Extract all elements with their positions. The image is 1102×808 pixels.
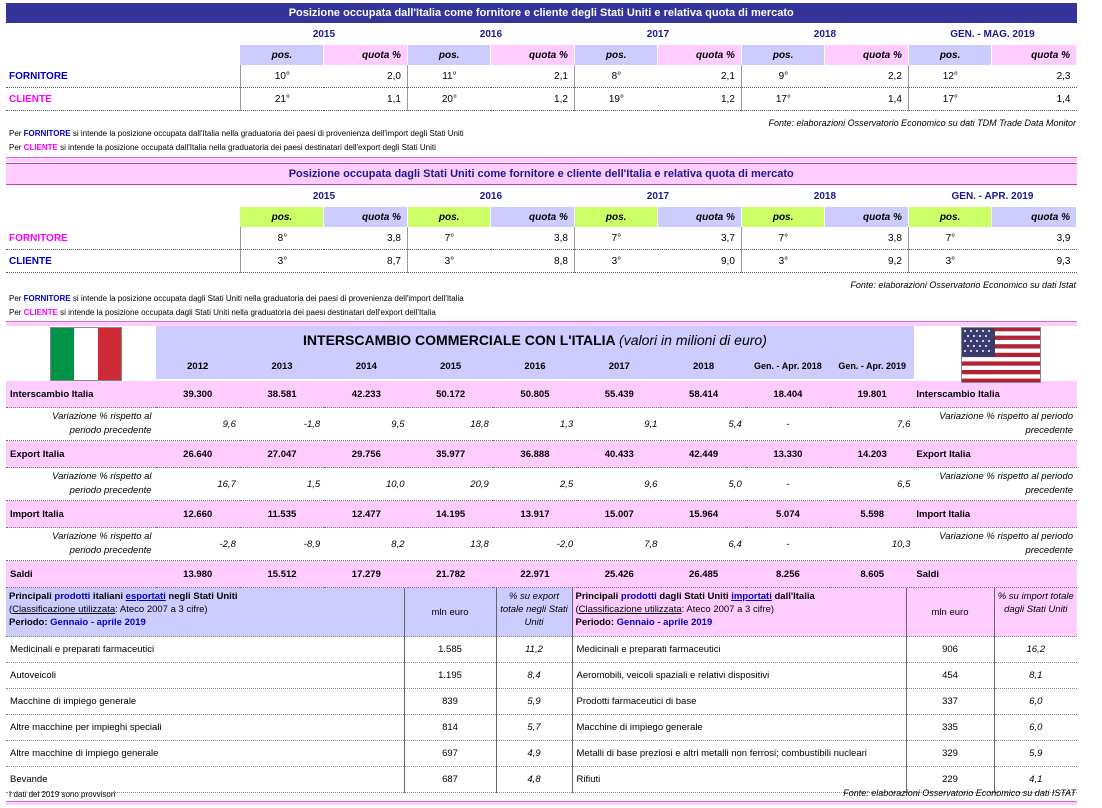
- cell: 2,1: [491, 65, 575, 88]
- variation-label: Variazione % rispetto al periodo precedente: [6, 528, 156, 561]
- table-row: [6, 65, 1077, 88]
- cell: 21.782: [408, 561, 492, 588]
- table-row: [6, 741, 1077, 767]
- cell: -1,8: [240, 408, 324, 441]
- cell: 3,8: [491, 227, 575, 250]
- cell: 7,6: [830, 408, 914, 441]
- quota-header: quota %: [658, 207, 742, 227]
- pos-header: pos.: [908, 45, 991, 65]
- cell: 7°: [741, 227, 824, 250]
- cell: 14.203: [830, 441, 914, 468]
- cell: 5,4: [661, 408, 745, 441]
- col-header: Gen. - Apr. 2019: [830, 353, 914, 380]
- cell: 687: [404, 767, 496, 793]
- row-label-right: Saldi: [914, 561, 1077, 588]
- cell: -: [746, 528, 830, 561]
- cell: 15.512: [240, 561, 324, 588]
- table-row: [6, 689, 1077, 715]
- cell: 1,3: [493, 408, 577, 441]
- table-row: [6, 637, 1077, 663]
- cell: 3°: [908, 250, 991, 273]
- quota-header: quota %: [825, 207, 909, 227]
- product-name: Medicinali e preparati farmaceutici: [6, 637, 404, 663]
- cell: 5,9: [994, 741, 1077, 767]
- col-header: 2015: [408, 353, 492, 380]
- cell: 8,2: [324, 528, 408, 561]
- cell: 38.581: [240, 380, 324, 408]
- variation-label-right: Variazione % rispetto al periodo precedente: [914, 528, 1077, 561]
- cell: 35.977: [408, 441, 492, 468]
- cell: 50.172: [408, 380, 492, 408]
- table1-note-cliente: Per CLIENTE si intende la posizione occupata dall'Italia nella graduatoria dei paesi destinatari dell'export degli Stati Uniti: [9, 143, 436, 152]
- row-label-cliente: CLIENTE: [6, 250, 240, 273]
- table2-note-cliente: Per CLIENTE si intende la posizione occupata dagli Stati Uniti nella graduatoria dei paesi destinatari dell'export dell'Italia: [9, 308, 436, 317]
- table-row: [6, 561, 1077, 588]
- cell: 36.888: [493, 441, 577, 468]
- cell: 19°: [574, 88, 657, 111]
- cell: 839: [404, 689, 496, 715]
- cell: 42.233: [324, 380, 408, 408]
- cell: 3,8: [324, 227, 408, 250]
- col-header: 2014: [324, 353, 408, 380]
- quota-header: quota %: [992, 45, 1077, 65]
- cell: 7,8: [577, 528, 661, 561]
- cell: 15.964: [661, 501, 745, 528]
- cell: 9,2: [825, 250, 909, 273]
- cell: 12°: [908, 65, 991, 88]
- product-name: Altre macchine per impieghi speciali: [6, 715, 404, 741]
- quota-header: quota %: [324, 45, 408, 65]
- cell: 5.598: [830, 501, 914, 528]
- cell: 26.485: [661, 561, 745, 588]
- usa-flag-icon: [961, 327, 1041, 383]
- cell: 26.640: [156, 441, 240, 468]
- cell: 20,9: [408, 468, 492, 501]
- interscambio-table: [6, 326, 1077, 588]
- cell: 13.330: [746, 441, 830, 468]
- cell: 1,2: [491, 88, 575, 111]
- cell: -8,9: [240, 528, 324, 561]
- interscambio-title: INTERSCAMBIO COMMERCIALE CON L'ITALIA (valori in milioni di euro): [156, 326, 915, 353]
- table1-year: 2015: [312, 28, 336, 40]
- cell: 9,6: [577, 468, 661, 501]
- cell: 11.535: [240, 501, 324, 528]
- cell: 55.439: [577, 380, 661, 408]
- cell: 50.805: [493, 380, 577, 408]
- cell: 40.433: [577, 441, 661, 468]
- cell: 3,7: [658, 227, 742, 250]
- col-mln-euro: mln euro: [404, 588, 496, 637]
- col-pct-export: % su export totale negli Stati Uniti: [496, 588, 572, 637]
- cell: 5,0: [661, 468, 745, 501]
- table1-year: GEN. - MAG. 2019: [950, 28, 1035, 40]
- cell: 21°: [240, 88, 323, 111]
- pos-header: pos.: [240, 207, 323, 227]
- products-source: Fonte: elaborazioni Osservatorio Economico su dati ISTAT: [843, 788, 1076, 798]
- cell: 337: [906, 689, 994, 715]
- row-label-cliente: CLIENTE: [6, 88, 240, 111]
- cell: 6,0: [994, 689, 1077, 715]
- cell: 8,7: [324, 250, 408, 273]
- quota-header: quota %: [658, 45, 742, 65]
- cell: 16,7: [156, 468, 240, 501]
- cell: -: [746, 468, 830, 501]
- cell: 3,8: [825, 227, 909, 250]
- table-row: [6, 663, 1077, 689]
- table2-year: 2015: [312, 190, 336, 202]
- cell: 8,8: [491, 250, 575, 273]
- products-table: [6, 588, 1077, 793]
- quota-header: quota %: [491, 45, 575, 65]
- table-row: [6, 250, 1077, 273]
- cell: 25.426: [577, 561, 661, 588]
- table2-year: 2016: [479, 190, 503, 202]
- cell: 7°: [574, 227, 657, 250]
- cell: 8.605: [830, 561, 914, 588]
- table-row: [6, 380, 1077, 408]
- col-mln-euro: mln euro: [906, 588, 994, 637]
- product-name: Autoveicoli: [6, 663, 404, 689]
- col-header: Gen. - Apr. 2018: [746, 353, 830, 380]
- cell: 5,7: [496, 715, 572, 741]
- cell: 1,5: [240, 468, 324, 501]
- table-row: [6, 88, 1077, 111]
- cell: 8.256: [746, 561, 830, 588]
- cell: 1,1: [324, 88, 408, 111]
- cell: 11°: [407, 65, 490, 88]
- table-row: [6, 227, 1077, 250]
- col-header: 2012: [156, 353, 240, 380]
- row-label-fornitore: FORNITORE: [6, 227, 240, 250]
- cell: 2,3: [992, 65, 1077, 88]
- pos-header: pos.: [407, 45, 490, 65]
- cell: 4,8: [496, 767, 572, 793]
- quota-header: quota %: [992, 207, 1077, 227]
- cell: 39.300: [156, 380, 240, 408]
- variation-label: Variazione % rispetto al periodo precedente: [6, 408, 156, 441]
- cell: 12.477: [324, 501, 408, 528]
- table1-source: Fonte: elaborazioni Osservatorio Economico su dati TDM Trade Data Monitor: [768, 118, 1076, 128]
- table1-title: Posizione occupata dall'Italia come fornitore e cliente degli Stati Uniti e relativa quota di mercato: [6, 3, 1077, 23]
- table-row: [6, 501, 1077, 528]
- table2-note-fornitore: Per FORNITORE si intende la posizione occupata dagli Stati Uniti nella graduatoria dei paesi di provenienza dell'import dell'Italia: [9, 294, 464, 303]
- table-row: [6, 408, 1077, 441]
- cell: 3°: [407, 250, 490, 273]
- cell: 4,1: [994, 767, 1077, 793]
- cell: 906: [906, 637, 994, 663]
- cell: 335: [906, 715, 994, 741]
- cell: 9,0: [658, 250, 742, 273]
- variation-label-right: Variazione % rispetto al periodo precedente: [914, 408, 1077, 441]
- table-row: [6, 715, 1077, 741]
- row-label: Import Italia: [6, 501, 156, 528]
- cell: 13,8: [408, 528, 492, 561]
- cell: 329: [906, 741, 994, 767]
- cell: 454: [906, 663, 994, 689]
- col-header: 2013: [240, 353, 324, 380]
- row-label-fornitore: FORNITORE: [6, 65, 240, 88]
- cell: 22.971: [493, 561, 577, 588]
- italy-flag-icon: [50, 327, 122, 381]
- quota-header: quota %: [825, 45, 909, 65]
- footnote: I dati del 2019 sono provvisori: [9, 790, 116, 799]
- col-header: 2016: [493, 353, 577, 380]
- export-products-header: Principali prodotti italiani esportati negli Stati Uniti (Classificazione utilizzata: Ateco 2007 a 3 cifre) Periodo: Gennaio - aprile 2019: [6, 588, 404, 637]
- separator-band: [6, 157, 1077, 162]
- italy-position-table: [6, 3, 1077, 111]
- row-label: Interscambio Italia: [6, 380, 156, 408]
- product-name: Rifiuti: [572, 767, 906, 793]
- cell: 8,4: [496, 663, 572, 689]
- product-name: Aeromobili, veicoli spaziali e relativi dispositivi: [572, 663, 906, 689]
- table2-title: Posizione occupata dagli Stati Uniti come fornitore e cliente dell'Italia e relativa quota di mercato: [6, 164, 1077, 185]
- table1-note-fornitore: Per FORNITORE si intende la posizione occupata dall'Italia nella graduatoria dei paesi di provenienza dell'import degli Stati Uniti: [9, 129, 464, 138]
- cell: 13.980: [156, 561, 240, 588]
- cell: 6,4: [661, 528, 745, 561]
- table1-year: 2017: [646, 28, 670, 40]
- cell: 9,5: [324, 408, 408, 441]
- table2-year: 2017: [646, 190, 670, 202]
- cell: 14.195: [408, 501, 492, 528]
- cell: 697: [404, 741, 496, 767]
- table2-year: GEN. - APR. 2019: [951, 190, 1034, 202]
- cell: 2,2: [825, 65, 909, 88]
- cell: 16,2: [994, 637, 1077, 663]
- cell: 29.756: [324, 441, 408, 468]
- variation-label: Variazione % rispetto al periodo precedente: [6, 468, 156, 501]
- pos-header: pos.: [407, 207, 490, 227]
- product-name: Altre macchine di impiego generale: [6, 741, 404, 767]
- cell: 1.585: [404, 637, 496, 663]
- cell: 17°: [908, 88, 991, 111]
- product-name: Medicinali e preparati farmaceutici: [572, 637, 906, 663]
- pos-header: pos.: [574, 45, 657, 65]
- cell: 20°: [407, 88, 490, 111]
- row-label: Export Italia: [6, 441, 156, 468]
- cell: 1,4: [992, 88, 1077, 111]
- product-name: Macchine di impiego generale: [6, 689, 404, 715]
- cell: 9°: [741, 65, 824, 88]
- cell: 4,9: [496, 741, 572, 767]
- pos-header: pos.: [574, 207, 657, 227]
- cell: -2,0: [493, 528, 577, 561]
- cell: 3°: [240, 250, 323, 273]
- table2-year: 2018: [813, 190, 837, 202]
- col-header: 2018: [661, 353, 745, 380]
- table1-year: 2016: [479, 28, 503, 40]
- cell: 12.660: [156, 501, 240, 528]
- cell: 11,2: [496, 637, 572, 663]
- cell: 13.917: [493, 501, 577, 528]
- cell: 5.074: [746, 501, 830, 528]
- cell: 9,3: [992, 250, 1077, 273]
- cell: 17.279: [324, 561, 408, 588]
- usa-position-table: [6, 163, 1077, 273]
- cell: 8,1: [994, 663, 1077, 689]
- cell: 1.195: [404, 663, 496, 689]
- cell: 6,0: [994, 715, 1077, 741]
- cell: 229: [906, 767, 994, 793]
- row-label-right: Interscambio Italia: [914, 380, 1077, 408]
- product-name: Macchine di impiego generale: [572, 715, 906, 741]
- cell: 2,1: [658, 65, 742, 88]
- table2-source: Fonte: elaborazioni Osservatorio Economico su dati Istat: [850, 280, 1076, 290]
- cell: 5,9: [496, 689, 572, 715]
- cell: 6,5: [830, 468, 914, 501]
- cell: 3°: [574, 250, 657, 273]
- cell: 15.007: [577, 501, 661, 528]
- cell: 10,3: [830, 528, 914, 561]
- cell: 8°: [240, 227, 323, 250]
- pos-header: pos.: [741, 45, 824, 65]
- separator-band: [6, 801, 1077, 805]
- cell: 10°: [240, 65, 323, 88]
- product-name: Bevande: [6, 767, 404, 793]
- cell: -2,8: [156, 528, 240, 561]
- cell: 10,0: [324, 468, 408, 501]
- row-label-right: Import Italia: [914, 501, 1077, 528]
- cell: 7°: [407, 227, 490, 250]
- cell: 8°: [574, 65, 657, 88]
- variation-label-right: Variazione % rispetto al periodo precedente: [914, 468, 1077, 501]
- col-header: 2017: [577, 353, 661, 380]
- cell: 9,1: [577, 408, 661, 441]
- cell: 27.047: [240, 441, 324, 468]
- cell: 19.801: [830, 380, 914, 408]
- cell: 2,0: [324, 65, 408, 88]
- cell: 18,8: [408, 408, 492, 441]
- quota-header: quota %: [324, 207, 408, 227]
- table1-year: 2018: [813, 28, 837, 40]
- pos-header: pos.: [741, 207, 824, 227]
- table-row: [6, 468, 1077, 501]
- cell: 7°: [908, 227, 991, 250]
- cell: 58.414: [661, 380, 745, 408]
- cell: 17°: [741, 88, 824, 111]
- cell: 3°: [741, 250, 824, 273]
- pos-header: pos.: [240, 45, 323, 65]
- row-label: Saldi: [6, 561, 156, 588]
- cell: 18.404: [746, 380, 830, 408]
- quota-header: quota %: [491, 207, 575, 227]
- product-name: Metalli di base preziosi e altri metalli non ferrosi; combustibili nucleari: [572, 741, 906, 767]
- pos-header: pos.: [908, 207, 991, 227]
- cell: -: [746, 408, 830, 441]
- cell: 1,4: [825, 88, 909, 111]
- product-name: Prodotti farmaceutici di base: [572, 689, 906, 715]
- cell: 9,6: [156, 408, 240, 441]
- cell: 1,2: [658, 88, 742, 111]
- import-products-header: Principali prodotti dagli Stati Uniti importati dall'Italia (Classificazione utilizzata: Ateco 2007 a 3 cifre) Periodo: Gennaio - aprile 2019: [572, 588, 906, 637]
- cell: 814: [404, 715, 496, 741]
- table-row: [6, 528, 1077, 561]
- row-label-right: Export Italia: [914, 441, 1077, 468]
- cell: 2,5: [493, 468, 577, 501]
- cell: 3,9: [992, 227, 1077, 250]
- table-row: [6, 441, 1077, 468]
- cell: 42.449: [661, 441, 745, 468]
- col-pct-import: % su import totale dagli Stati Uniti: [994, 588, 1077, 637]
